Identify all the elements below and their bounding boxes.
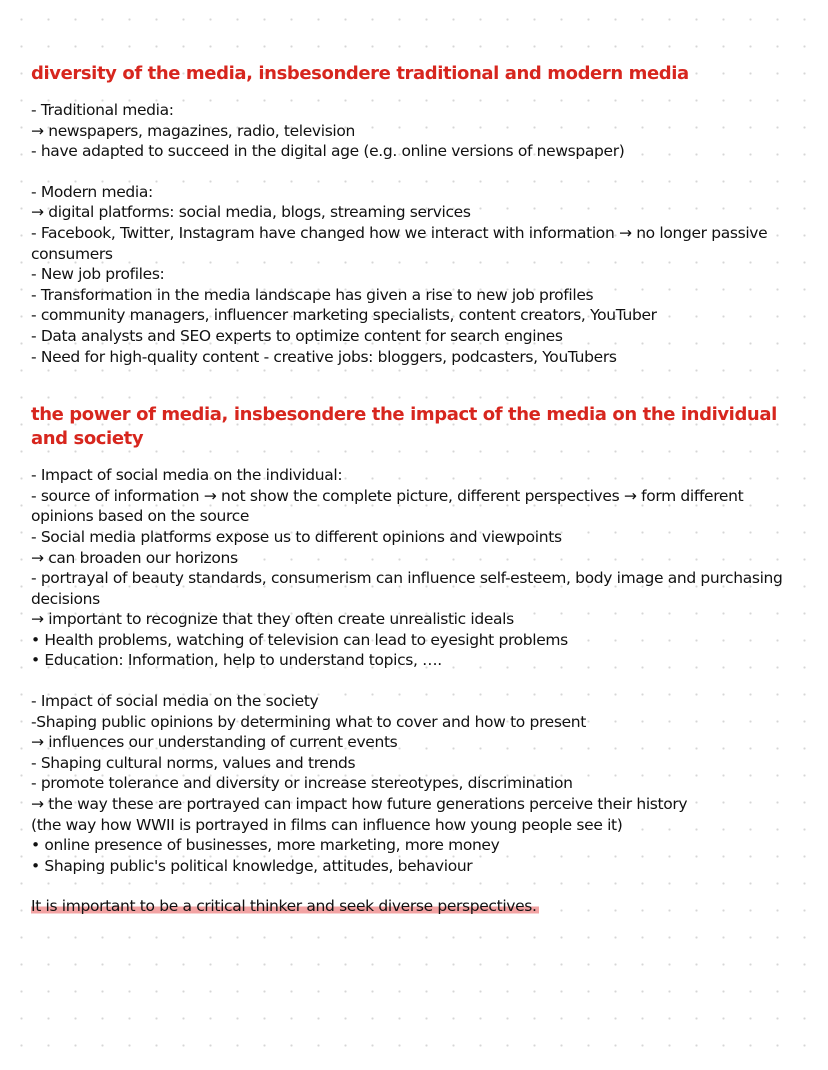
text-line: → digital platforms: social media, blogs, streaming services — [31, 203, 471, 222]
text-line: - promote tolerance and diversity or increase stereotypes, discrimination — [31, 774, 573, 793]
text-line: - Data analysts and SEO experts to optimize content for search engines — [31, 326, 563, 345]
text-line: - New job profiles: — [31, 265, 165, 284]
note-content — [31, 62, 806, 917]
section-heading-media-power: the power of media, insbesondere the impact of the media on the individual and society — [31, 404, 777, 450]
text-line: • Education: Information, help to understand topics, …. — [31, 651, 442, 670]
text-line: → the way these are portrayed can impact how future generations perceive their history — [31, 795, 688, 814]
text-line: - Impact of social media on the society — [31, 692, 319, 711]
text-line: • online presence of businesses, more marketing, more money — [31, 836, 500, 855]
text-line: - Shaping cultural norms, values and trends — [31, 753, 356, 772]
text-line: (the way how WWII is portrayed in films can influence how young people see it) — [31, 815, 623, 834]
conclusion-line — [31, 896, 806, 917]
text-line: -Shaping public opinions by determining what to cover and how to present — [31, 712, 586, 731]
text-line: • Health problems, watching of television can lead to eyesight problems — [31, 630, 568, 649]
text-line: - Facebook, Twitter, Instagram have changed how we interact with information → no longer passive consumers — [31, 223, 768, 263]
text-line: - have adapted to succeed in the digital age (e.g. online versions of newspaper) — [31, 142, 625, 161]
text-line: • Shaping public's political knowledge, attitudes, behaviour — [31, 856, 473, 875]
text-line: - Traditional media: — [31, 101, 174, 119]
text-line: - community managers, influencer marketing specialists, content creators, YouTuber — [31, 306, 657, 325]
section-heading-media-diversity: diversity of the media, insbesondere traditional and modern media — [31, 63, 689, 84]
text-line: → can broaden our horizons — [31, 548, 238, 567]
text-line: → influences our understanding of current events — [31, 733, 398, 752]
conclusion-highlight: It is important to be a critical thinker and seek diverse perspectives. — [31, 897, 537, 916]
text-line: - Need for high-quality content - creative jobs: bloggers, podcasters, YouTubers — [31, 347, 617, 366]
text-line: - Impact of social media on the individual: — [31, 466, 343, 485]
text-line: - Social media platforms expose us to different opinions and viewpoints — [31, 527, 562, 546]
text-line: - portrayal of beauty standards, consumerism can influence self-esteem, body image and purchasing decisions — [31, 569, 783, 608]
text-line: → newspapers, magazines, radio, television — [31, 121, 355, 140]
text-line: - source of information → not show the complete picture, different perspectives → form different opinions based on the source — [31, 486, 744, 526]
text-line: - Transformation in the media landscape has given a rise to new job profiles — [31, 285, 594, 304]
text-line: → important to recognize that they often create unrealistic ideals — [31, 610, 514, 629]
text-line: - Modern media: — [31, 182, 153, 201]
